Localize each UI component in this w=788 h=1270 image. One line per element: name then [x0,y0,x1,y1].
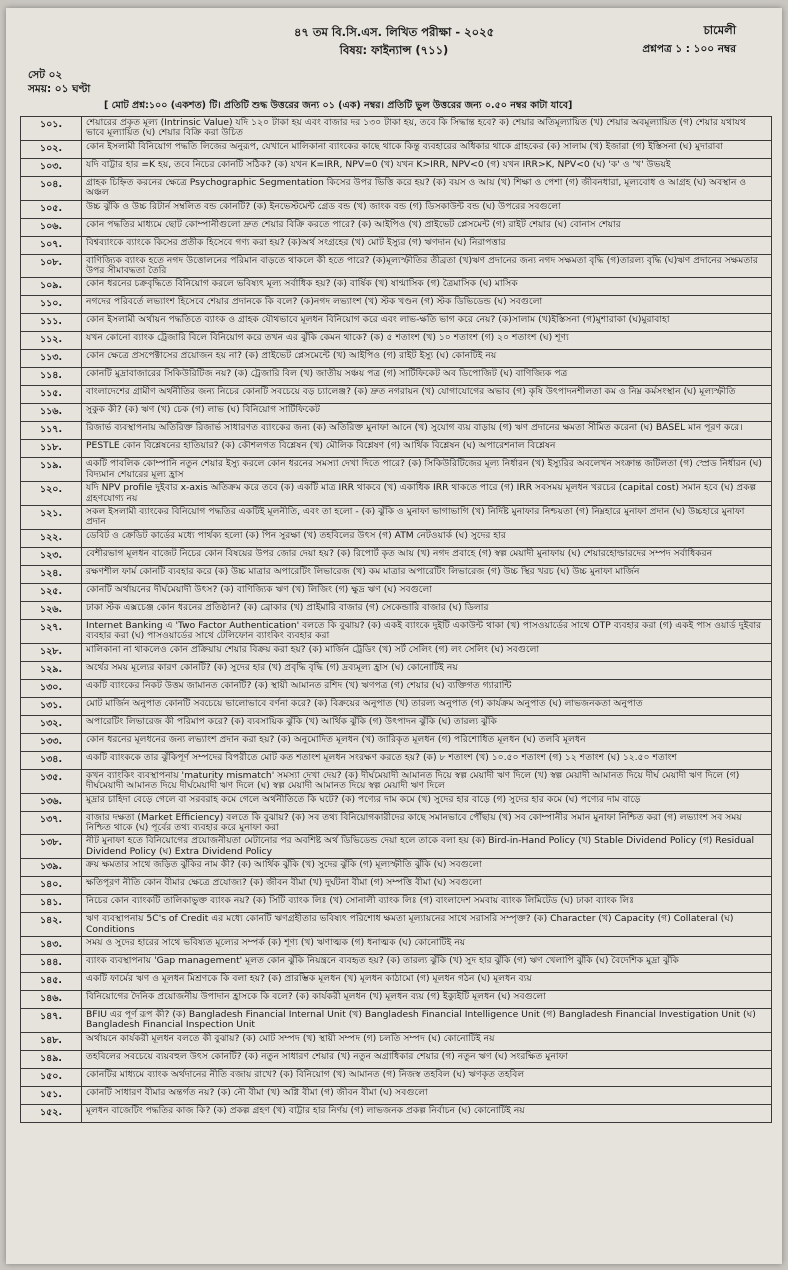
question-number: ১৫১. [21,1086,82,1104]
exam-paper-marks: প্রশ্নপত্র ১ : ১০০ নম্বর [642,43,736,55]
question-number: ১১৪. [21,368,82,386]
question-row [21,954,772,972]
question-text: সুকুক কী? (ক) ঋণ (খ) চেক (গ) লাভ (ঘ) বিনিয়োগ সার্টিফিকেট [82,404,772,422]
question-number: ১৫০. [21,1068,82,1086]
question-row [21,895,772,913]
question-number: ১৩০. [21,679,82,697]
question-row [21,236,772,254]
question-text: কোনটি মুদ্রাবাজারের সিকিউরিটিজ নয়? (ক) ট্রেজারি বিল (খ) জাতীয় সঞ্চয় পত্র (গ) সার্টিফিকেট অব ডিপোজিট (ঘ) বাণিজ্যিক পত্র [82,368,772,386]
question-row [21,482,772,506]
question-number: ১১৯. [21,458,82,482]
question-number: ১৪০. [21,877,82,895]
question-row [21,296,772,314]
question-number: ১০৯. [21,278,82,296]
question-text: মুদ্রার চাহিদা বেড়ে গেলে বা সরবরাহ কমে গেলে অর্থনীতিতে কি ঘটে? (ক) পণ্যের দাম কমে (খ) সুদের হার বাড়ে (গ) সুদের হার কমে (ঘ) পণ্যের দাম বাড়ে [82,793,772,811]
question-text: PESTLE কোন বিশ্লেষনের হাতিয়ার? (ক) কৌশলগত বিশ্লেষন (খ) মৌলিক বিশ্লেষণ (গ) আর্থিক বিশ্লেষন (ঘ) অপারেশনাল বিশ্লেষন [82,440,772,458]
question-number: ১২১. [21,506,82,530]
question-number: ১৪৭. [21,1008,82,1032]
question-text: উচ্চ ঝুঁকি ও উচ্চ রিটার্ন সম্বলিত বন্ড কোনটি? (ক) ইনভেস্টমেন্ট গ্রেড বন্ড (খ) জাংক বন্ড (গ) ডিসকাউন্ট বন্ড (ঘ) উপরের সবগুলো [82,200,772,218]
question-text: কোন ইসলামী বিনিয়োগ পদ্ধতি লিজের অনুরূপ, যেখানে মালিকানা ব্যাংকের কাছে থাকে কিন্তু ব্যবহারের অধিকার থাকে গ্রাহকের (ক) সালাম (খ) ইজারা (গ) ইস্তিসনা (ঘ) মুদারাবা [82,140,772,158]
question-text: বাণিজ্যিক ব্যাংক হতে নগদ উত্তোলনের পরিমান বাড়তে থাকলে কী হতে পারে? (ক)মূল্যস্ফীতির তীব্রতা (খ)ঋণ প্রদানের জন্য নগদ সক্ষমতা বৃদ্ধি (গ)তারল্য বৃদ্ধি (ঘ)ঋণ প্রদানের সক্ষমতার উপর সীমাবদ্ধতা তৈরি [82,254,772,278]
question-row [21,972,772,990]
question-text: কোন পদ্ধতির মাধ্যমে ছোট কোম্পানীগুলো দ্রুত শেয়ার বিক্রি করতে পারে? (ক) আইপিও (খ) প্রাইভেট প্লেসমেন্ট (গ) রাইট শেয়ার (ঘ) বোনাস শেয়ার [82,218,772,236]
question-text: রিজার্ভ ব্যবস্থাপনায় অতিরিক্ত রিজার্ভ সাধারণত ব্যাংকের জন্য (ক) অতিরিক্ত মুনাফা আনে (খ) সুযোগ ব্যয় বাড়ায় (গ) ঋণ প্রদানের ক্ষমতা সীমিত করেনা (ঘ) BASEL মান পূরণ করে। [82,422,772,440]
question-number: ১০৬. [21,218,82,236]
question-number: ১৪২. [21,913,82,937]
question-text: সকল ইসলামী ব্যাংকের বিনিয়োগ পদ্ধতির একটিই মূলনীতি, এবং তা হলো - (ক) ঝুঁকি ও মুনাফা ভাগাভাগি (খ) নির্দিষ্ট মুনাফার নিশ্চয়তা (গ) নিম্নহারে মুনাফা প্রদান (ঘ) উচ্চহারে মুনাফা প্রদান [82,506,772,530]
question-text: কোন ক্ষেত্রে প্রসপেক্টাসের প্রয়োজন হয় না? (ক) প্রাইভেট প্লেসমেন্টে (খ) আইপিও (গ) রাইট ইস্যু (ঘ) কোনটিই নয় [82,350,772,368]
question-row [21,1068,772,1086]
question-text: যখন কোনো ব্যাংক ট্রেজারি বিলে বিনিয়োগ করে তখন এর ঝুঁকি কেমন থাকে? (ক) ৫ শতাংশ (খ) ১০ শতাংশ (গ) ২০ শতাংশ (ঘ) শূণ্য [82,332,772,350]
question-row [21,1008,772,1032]
question-row [21,661,772,679]
question-text: ক্রয় ক্ষমতার সাথে জড়িত ঝুঁকির নাম কী? (ক) আর্থিক ঝুঁকি (খ) সুদের ঝুঁকি (গ) মূল্যস্ফীতি ঝুঁকি (ঘ) সবগুলো [82,859,772,877]
question-row [21,314,772,332]
question-row [21,529,772,547]
question-text: মালিকানা না থাকলেও কোন প্রক্রিয়ায় শেয়ার বিক্রয় করা হয়? (ক) মার্জিন ট্রেডিং (খ) সর্ট সেলিং (গ) লং সেলিং (ঘ) সবগুলো [82,643,772,661]
question-text: বাংলাদেশের গ্রামীণ অর্থনীতির জন্য নিচের কোনটি সবচেয়ে বড় চ্যালেঞ্জ? (ক) দ্রুত নগরায়ন (খ) যোগাযোগের অভাব (গ) কৃষি উৎপাদনশীলতা কম ও নিম্ন কর্মসংস্থান (ঘ) মূল্যস্ফীতি [82,386,772,404]
question-row [21,386,772,404]
question-number: ১২৮. [21,643,82,661]
question-row [21,1050,772,1068]
question-row [21,697,772,715]
question-row [21,619,772,643]
question-text: একটি ফার্মের ঋণ ও মূলধন মিশ্রণকে কি বলা হয়? (ক) প্রারম্ভিক মূলধন (খ) মূলধন কাঠামো (গ) মূলধন গঠন (ঘ) মূলধন ব্যয় [82,972,772,990]
question-number: ১০৫. [21,200,82,218]
exam-title: ৪৭ তম বি.সি.এস. লিখিত পরীক্ষা - ২০২৫ [293,25,495,39]
question-text: একটি পাবলিক কোম্পানি নতুন শেয়ার ইস্যু করলে কোন ধরনের সমস্যা দেখা দিতে পারে? (ক) সিকিউরিটিজের মূল্য নির্ধারন (খ) ইস্যুরির অবলেখন সংক্রান্ত জটিলতা (গ) স্প্রেড নির্ধারন (ঘ) বিদ্যমান শেয়ারের মূল্য হ্রাস [82,458,772,482]
question-row [21,332,772,350]
question-number: ১০২. [21,140,82,158]
question-row [21,1086,772,1104]
question-number: ১২০. [21,482,82,506]
question-number: ১৪৫. [21,972,82,990]
question-number: ১০৩. [21,158,82,176]
question-number: ১১৭. [21,422,82,440]
question-number: ১৪১. [21,895,82,913]
question-row [21,679,772,697]
question-number: ১১৮. [21,440,82,458]
question-text: একটি ব্যাংককে তার ঝুঁকিপূর্ণ সম্পদের বিপরীতে মোট কত শতাংশ মূলধন সংরক্ষণ করতে হয়? (ক) ৮ শতাংশ (খ) ১০.৫০ শতাংশ (গ) ১২ শতাংশ (ঘ) ১২.৫০ শতাংশ [82,751,772,769]
exam-instructions: [ মোট প্রশ্ন:১০০ (একশত) টি। প্রতিটি শুদ্ধ উত্তরের জন্য ০১ (এক) নম্বর। প্রতিটি ভুল উত্তরের জন্য ০.৫০ নম্বর কাটা যাবে] [104,100,573,111]
question-text: কোনটি অর্থায়নের দীর্ঘমেয়াদী উৎস? (ক) বাণিজ্যিক ঋণ (খ) লিজিং (গ) ক্ষুদ্র ঋণ (ঘ) সবগুলো [82,583,772,601]
question-text: অর্থের সময় মূল্যের কারণ কোনটি? (ক) সুদের হার (খ) প্রবৃদ্ধি বৃদ্ধি (গ) দ্রব্যমূল্য হ্রাস (ঘ) কোনোটিই নয় [82,661,772,679]
question-text: যদি বাট্টার হার =K হয়, তবে নিচের কোনটি সঠিক? (ক) যখন K=IRR, NPV=0 (খ) যখন K>IRR, NPV<0 (গ) যখন IRR>K, NPV<0 (ঘ) 'ক' ও 'খ' উভয়ই [82,158,772,176]
question-text: শেয়ারের প্রকৃত মূল্য (Intrinsic Value) যদি ১২০ টাকা হয় এবং বাজার দর ১৩০ টাকা হয়, তবে কি সিদ্ধান্ত হবে? ক) শেয়ার অতিমূল্যায়িত (খ) শেয়ার অবমূল্যায়িত (গ) শেয়ার যথাযথ ভাবে মূল্যায়িত (ঘ) শেয়ার বিক্রি করা উচিত [82,117,772,141]
question-text: গ্রাহক চিহ্নিত করনের ক্ষেত্রে Psychographic Segmentation কিসের উপর ভিত্তি করে হয়? (ক) বয়স ও আয় (খ) শিক্ষা ও পেশা (গ) জীবনধারা, মূল্যবোধ ও আগ্রহ (ঘ) অবস্থান ও অঞ্চল [82,176,772,200]
question-number: ১০৮. [21,254,82,278]
question-number: ১২২. [21,529,82,547]
question-text: বাজার দক্ষতা (Market Efficiency) বলতে কি বুঝায়? (ক) সব তথ্য বিনিয়োগকারীদের কাছে সমানভাবে পৌঁছায় (খ) সব কোম্পানীর সমান মুনাফা নিশ্চিত করা (গ) লভ্যাংশ সব সময় নিশ্চিত থাকে (ঘ) পূর্বের তথ্য ব্যবহার করে মুনাফা করা [82,811,772,835]
question-number: ১৩৩. [21,733,82,751]
question-row [21,601,772,619]
exam-time: সময়: ০১ ঘণ্টা [28,83,91,95]
question-number: ১৩৯. [21,859,82,877]
question-number: ১২৫. [21,583,82,601]
question-number: ১০৪. [21,176,82,200]
question-text: ব্যাংক ব্যবস্থাপনায় 'Gap management' মূলত কোন ঝুঁকি নিয়ন্ত্রনে ব্যবহৃত হয়? (ক) তারল্য ঝুঁকি (খ) সুদ হার ঝুঁকি (গ) ঋণ খেলাপি ঝুঁকি (ঘ) বৈদেশিক মুদ্রা ঝুঁকি [82,954,772,972]
question-number: ১১৫. [21,386,82,404]
question-number: ১১১. [21,314,82,332]
question-row [21,936,772,954]
question-row [21,422,772,440]
question-row [21,140,772,158]
question-number: ১৪৩. [21,936,82,954]
question-text: একটি ব্যাংকের নিকট উত্তম জামানত কোনটি? (ক) স্থায়ী আমানত রশিদ (খ) ঋণপত্র (গ) শেয়ার (ঘ) ব্যক্তিগত গ্যারান্টি [82,679,772,697]
question-number: ১৪৪. [21,954,82,972]
question-row [21,715,772,733]
question-number: ১০১. [21,117,82,141]
question-text: কোন ধরনের চক্রবৃদ্ধিতে বিনিয়োগ করলে ভবিষ্যৎ মূল্য সর্বাধিক হয়? (ক) বার্ষিক (খ) ষাণ্মাসিক (গ) ত্রৈমাসিক (ঘ) মাসিক [82,278,772,296]
question-row [21,913,772,937]
question-text: ঢাকা স্টক এক্সচেঞ্জ কোন ধরনের প্রতিষ্ঠান? (ক) ব্রোকার (খ) প্রাইমারি বাজার (গ) সেকেন্ডারি বাজার (ঘ) ডিলার [82,601,772,619]
question-row [21,811,772,835]
question-row [21,565,772,583]
question-row [21,751,772,769]
question-number: ১২৬. [21,601,82,619]
question-text: মোট মার্জিন অনুপাত কোনটি সবচেয়ে ভালোভাবে বর্ণনা করে? (ক) বিক্রয়ের অনুপাত (খ) তারল্য অনুপাত (গ) কার্যক্রম অনুপাত (ঘ) লাভজনকতা অনুপাত [82,697,772,715]
question-number: ১৫২. [21,1104,82,1122]
question-number: ১১২. [21,332,82,350]
question-row [21,793,772,811]
question-row [21,117,772,141]
question-text: বেশীরভাগ মূলধন বাজেট নিচের কোন বিষয়ের উপর জোর দেয়া হয়? (ক) রিপোর্ট কৃত আয় (খ) নগদ প্রবাহে (গ) স্বল্প মেয়াদী মুনাফায় (ঘ) শেয়ারহোল্ডারদের সম্পদ সর্বাধিকরন [82,547,772,565]
question-text: Internet Banking এ 'Two Factor Authentication' বলতে কি বুঝায়? (ক) একই ব্যাংকে দুইটি একাউন্ট থাকা (খ) পাসওয়ার্ডের সাথে OTP ব্যবহার করা (গ) একই পাস ওয়ার্ড দুইবার ব্যবহার করা (ঘ) পাসওয়ার্ডের সাথে টেলিফোন ব্যাংকিং ব্যবহার করা [82,619,772,643]
question-number: ১৪৯. [21,1050,82,1068]
question-number: ১৩৫. [21,769,82,793]
question-row [21,158,772,176]
question-text: ঋণ ব্যবস্থাপনায় 5C's of Credit এর মধ্যে কোনটি ঋণগ্রহীতার ভবিষ্যৎ পরিশোধ ক্ষমতা মূল্যায়নের সাথে সরাসরি সম্পৃক্ত? (ক) Character (খ) Capacity (গ) Collateral (ঘ) Conditions [82,913,772,937]
exam-cadre: চামেলী [703,23,736,37]
question-text: রক্ষণশীল ফার্ম কোনটি ব্যবহার করে (ক) উচ্চ মাত্রার অপারেটিং লিভারেজ (খ) কম মাত্রার অপারেটিং লিভারেজ (গ) উচ্চ স্থির খরচ (ঘ) উচ্চ মুনাফা মার্জিন [82,565,772,583]
question-text: বিনিয়োগের দৈনিক প্রয়োজনীয় উপাদান হ্রাসকে কি বলে? (ক) কার্যকরী মূলধন (খ) মূলধন ব্যয় (গ) ইক্যুইটি মূলধন (ঘ) সবগুলো [82,990,772,1008]
question-row [21,769,772,793]
question-text: যদি NPV profile দুইবার x-axis অতিক্রম করে তবে (ক) একটি মাত্র IRR থাকবে (খ) একাধিক IRR থাকতে পারে (গ) IRR সবসময় মূলধন খরচের (capital cost) সমান হবে (ঘ) প্রকল্প গ্রহণযোগ্য নয় [82,482,772,506]
question-number: ১১৬. [21,404,82,422]
question-row [21,506,772,530]
question-number: ১১০. [21,296,82,314]
question-row [21,368,772,386]
question-number: ১৩১. [21,697,82,715]
question-text: কখন ব্যাংকিং ব্যবস্থাপনায় 'maturity mismatch' সমস্যা দেখা দেয়? (ক) দীর্ঘমেয়াদী আমানত দিয়ে স্বল্প মেয়াদী ঋণ দিলে (খ) স্বল্প মেয়াদী আমানত দিয়ে দীর্ঘ মেয়াদী ঋণ দিলে (গ) দীর্ঘমেয়াদী আমানত দিয়ে দীর্ঘমেয়াদী ঋণ দিলে (ঘ) স্বল্প মেয়াদী আমানত দিয়ে স্বল্প মেয়াদী ঋণ দিলে [82,769,772,793]
question-row [21,176,772,200]
question-number: ১২৪. [21,565,82,583]
exam-set: সেট ০২ [28,69,63,81]
question-text: কোন ধরনের মূলধনের জন্য লভ্যাংশ প্রদান করা হয়? (ক) অনুমোদিত মূলধন (খ) জারিকৃত মূলধন (গ) পরিশোধিত মূলধন (ঘ) তলবি মূলধন [82,733,772,751]
question-number: ১২৭. [21,619,82,643]
question-number: ১২৩. [21,547,82,565]
question-text: ডেবিট ও ক্রেডিট কার্ডের মধ্যে পার্থক্য হলো (ক) পিন সুরক্ষা (খ) তহবিলের উৎস (গ) ATM নেটওয়ার্ক (ঘ) সুদের হার [82,529,772,547]
question-row [21,643,772,661]
question-number: ১৩২. [21,715,82,733]
question-number: ১৪৮. [21,1032,82,1050]
question-row [21,835,772,859]
question-number: ১১৩. [21,350,82,368]
question-row [21,859,772,877]
question-number: ১৩৭. [21,811,82,835]
question-row [21,583,772,601]
question-row [21,733,772,751]
question-text: কোনটির মাধ্যমে ব্যাংক অর্থদানের নীতি বজায় রাখে? (ক) বিনিয়োগ (খ) আমানত (গ) নিজস্ব তহবিল (ঘ) ঋণকৃত তহবিল [82,1068,772,1086]
question-text: ক্ষতিপূরণ নীতি কোন বীমার ক্ষেত্রে প্রযোজ্য? (ক) জীবন বীমা (খ) দুর্ঘটনা বীমা (গ) সম্পত্তি বীমা (ঘ) সবগুলো [82,877,772,895]
question-table [20,116,772,1123]
question-row [21,200,772,218]
question-row [21,404,772,422]
question-number: ১৩৪. [21,751,82,769]
question-number: ১৪৬. [21,990,82,1008]
question-row [21,458,772,482]
exam-header [6,8,782,98]
question-number: ১০৭. [21,236,82,254]
question-text: মূলধন বাজেটিং পদ্ধতির কাজ কি? (ক) প্রকল্প গ্রহণ (খ) বাট্টার হার নির্ণয় (গ) লাভজনক প্রকল্প নির্বাচন (ঘ) কোনোটিই নয় [82,1104,772,1122]
question-text: বিশ্বব্যাংকে ব্যাংকে কিসের প্রতীক হিসেবে গণ্য করা হয়? (ক)অর্থ সংগ্রহের (খ) মোট ইস্যুর (গ) ঋণদান (ঘ) নিরাপত্তার [82,236,772,254]
exam-subject: বিষয়: ফাইন্যান্স (৭১১) [339,43,449,57]
question-text: তহবিলের সবচেয়ে ব্যয়বহুল উৎস কোনটি? (ক) নতুন সাধারণ শেয়ার (খ) নতুন অগ্রাধিকার শেয়ার (গ) নতুন ঋণ (ঘ) সংরক্ষিত মুনাফা [82,1050,772,1068]
question-number: ১৩৮. [21,835,82,859]
question-row [21,440,772,458]
question-text: নীট মুনাফা হতে বিনিয়োগের প্রয়োজনীয়তা মেটানোর পর অবশিষ্ট অর্থ ডিভিডেন্ড দেয়া হলে তাকে বলা হয় (ক) Bird-in-Hand Policy (খ) Stable Dividend Policy (গ) Residual Dividend Policy (ঘ) Extra Dividend Policy [82,835,772,859]
question-row [21,1032,772,1050]
question-text: নিচের কোন ব্যাংকটি তালিকাভুক্ত ব্যাংক নয়? (ক) সিটি ব্যাংক লিঃ (খ) সোনালী ব্যাংক লিঃ (গ) বাংলাদেশ সমবায় ব্যাংক লিমিটেড (ঘ) ঢাকা ব্যাংক লিঃ [82,895,772,913]
question-row [21,218,772,236]
question-row [21,547,772,565]
question-row [21,877,772,895]
question-row [21,254,772,278]
question-row [21,1104,772,1122]
question-text: সময় ও সুদের হারের সাথে ভবিষ্যত মূল্যের সম্পর্ক (ক) শূণ্য (খ) ঋণাত্মক (গ) ধনাত্মক (ঘ) কোনোটিই নয় [82,936,772,954]
question-number: ১২৯. [21,661,82,679]
question-text: কোনটি সাধারণ বীমার অন্তর্গত নয়? (ক) নৌ বীমা (খ) অগ্নি বীমা (গ) জীবন বীমা (ঘ) সবগুলো [82,1086,772,1104]
question-row [21,278,772,296]
exam-sheet [6,8,782,1264]
question-row [21,990,772,1008]
question-text: অর্থায়নে কার্যকরী মূলধন বলতে কী বুঝায়? (ক) মোট সম্পদ (খ) স্থায়ী সম্পদ (গ) চলতি সম্পদ (ঘ) কোনোটিই নয় [82,1032,772,1050]
question-row [21,350,772,368]
question-text: নগদের পরিবর্তে লভ্যাংশ হিসেবে শেয়ার প্রদানকে কি বলে? (ক)নগদ লভ্যাংশ (খ) স্টক খণ্ডন (গ) স্টক ডিভিডেন্ড (ঘ) সবগুলো [82,296,772,314]
question-text: BFIU এর পূর্ণ রূপ কী? (ক) Bangladesh Financial Internal Unit (খ) Bangladesh Financial Intelligence Unit (গ) Bangladesh Financial Investigation Unit (ঘ) Bangladesh Financial Inspection Unit [82,1008,772,1032]
question-text: কোন ইসলামী অর্থায়ন পদ্ধতিতে ব্যাংক ও গ্রাহক যৌথভাবে মূলধন বিনিয়োগ করে এবং লাভ-ক্ষতি ভাগ করে নেয়? (ক)সালাম (খ)ইস্তিসনা (গ)মুশারাকা (ঘ)মুরাবাহা [82,314,772,332]
question-number: ১৩৬. [21,793,82,811]
question-text: অপারেটিং লিভারেজ কী পরিমাপ করে? (ক) ব্যবসায়িক ঝুঁকি (খ) আর্থিক ঝুঁকি (গ) উৎপাদন ঝুঁকি (ঘ) তারল্য ঝুঁকি [82,715,772,733]
